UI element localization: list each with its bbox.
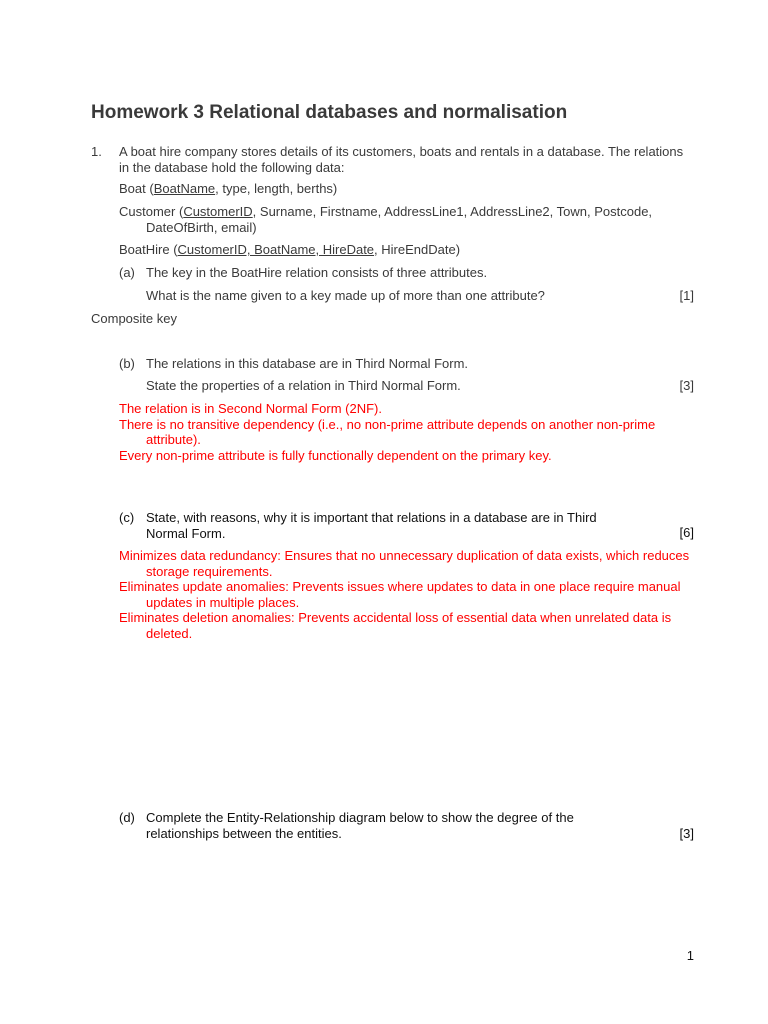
part-a-question: What is the name given to a key made up of more than one attribute? [146,288,545,303]
relation-boathire: BoatHire (CustomerID, BoatName, HireDate, HireEndDate) [119,242,461,257]
part-a-text: The key in the BoatHire relation consists of three attributes. [146,265,488,280]
page-number: 1 [686,948,694,963]
relation-boat-name: Boat [119,181,146,196]
part-b-label: (b) [119,356,135,371]
relation-boat-attributes: , type, length, berths) [215,181,338,196]
part-d-label: (d) [119,810,135,825]
part-c-text: State, with reasons, why it is important that relations in a database are in Third Normal Form. [146,510,597,541]
relation-customer-key: CustomerID [183,204,253,219]
relation-customer-name: Customer [119,204,176,219]
relation-boathire-key: CustomerID, BoatName, HireDate [177,242,375,257]
relation-boathire-attributes: , HireEndDate) [374,242,461,257]
relation-boat-key: BoatName [153,181,216,196]
relation-customer-attributes: , Surname, Firstname, AddressLine1, AddressLine2, Town, Postcode, DateOfBirth, email) [146,204,653,235]
relation-boathire-name: BoatHire [119,242,170,257]
part-c-marks: [6] [679,525,694,540]
part-a-answer: Composite key [91,311,177,326]
question-1-intro: A boat hire company stores details of its customers, boats and rentals in a database. The relations in the database hold the following data: [119,144,684,175]
part-d-text: Complete the Entity-Relationship diagram below to show the degree of the relationships between the entities. [146,810,574,841]
part-d-marks: [3] [679,826,694,841]
part-b-text: The relations in this database are in Third Normal Form. [146,356,469,371]
part-c-answer-3: Eliminates deletion anomalies: Prevents accidental loss of essential data when unrelated data is deleted. [119,610,672,641]
part-a-marks: [1] [679,288,694,303]
question-1-number: 1. [91,144,102,159]
part-c-answers [119,548,694,641]
part-c-label: (c) [119,510,135,525]
part-a-label: (a) [119,265,135,280]
page-title: Homework 3 Relational databases and normalisation [91,102,568,123]
part-b-answer-2: There is no transitive dependency (i.e., no non-prime attribute depends on another non-prime attribute). [119,416,656,447]
part-c-answer-2: Eliminates update anomalies: Prevents issues where updates to data in one place require manual updates in multiple places. [119,579,681,610]
part-b-answer-1: The relation is in Second Normal Form (2NF). [119,401,382,416]
relation-customer: Customer (CustomerID, Surname, Firstname, AddressLine1, AddressLine2, Town, Postcode, DateOfBirth, email) [119,204,653,235]
part-b-marks: [3] [679,378,694,393]
part-b-question: State the properties of a relation in Third Normal Form. [146,378,461,393]
part-c-answer-1: Minimizes data redundancy: Ensures that no unnecessary duplication of data exists, which reduces storage requirements. [119,548,690,579]
part-b-answer-3: Every non-prime attribute is fully functionally dependent on the primary key. [119,447,552,463]
relation-boat: Boat (BoatName, type, length, berths) [119,181,338,196]
part-b-answers [119,401,679,463]
